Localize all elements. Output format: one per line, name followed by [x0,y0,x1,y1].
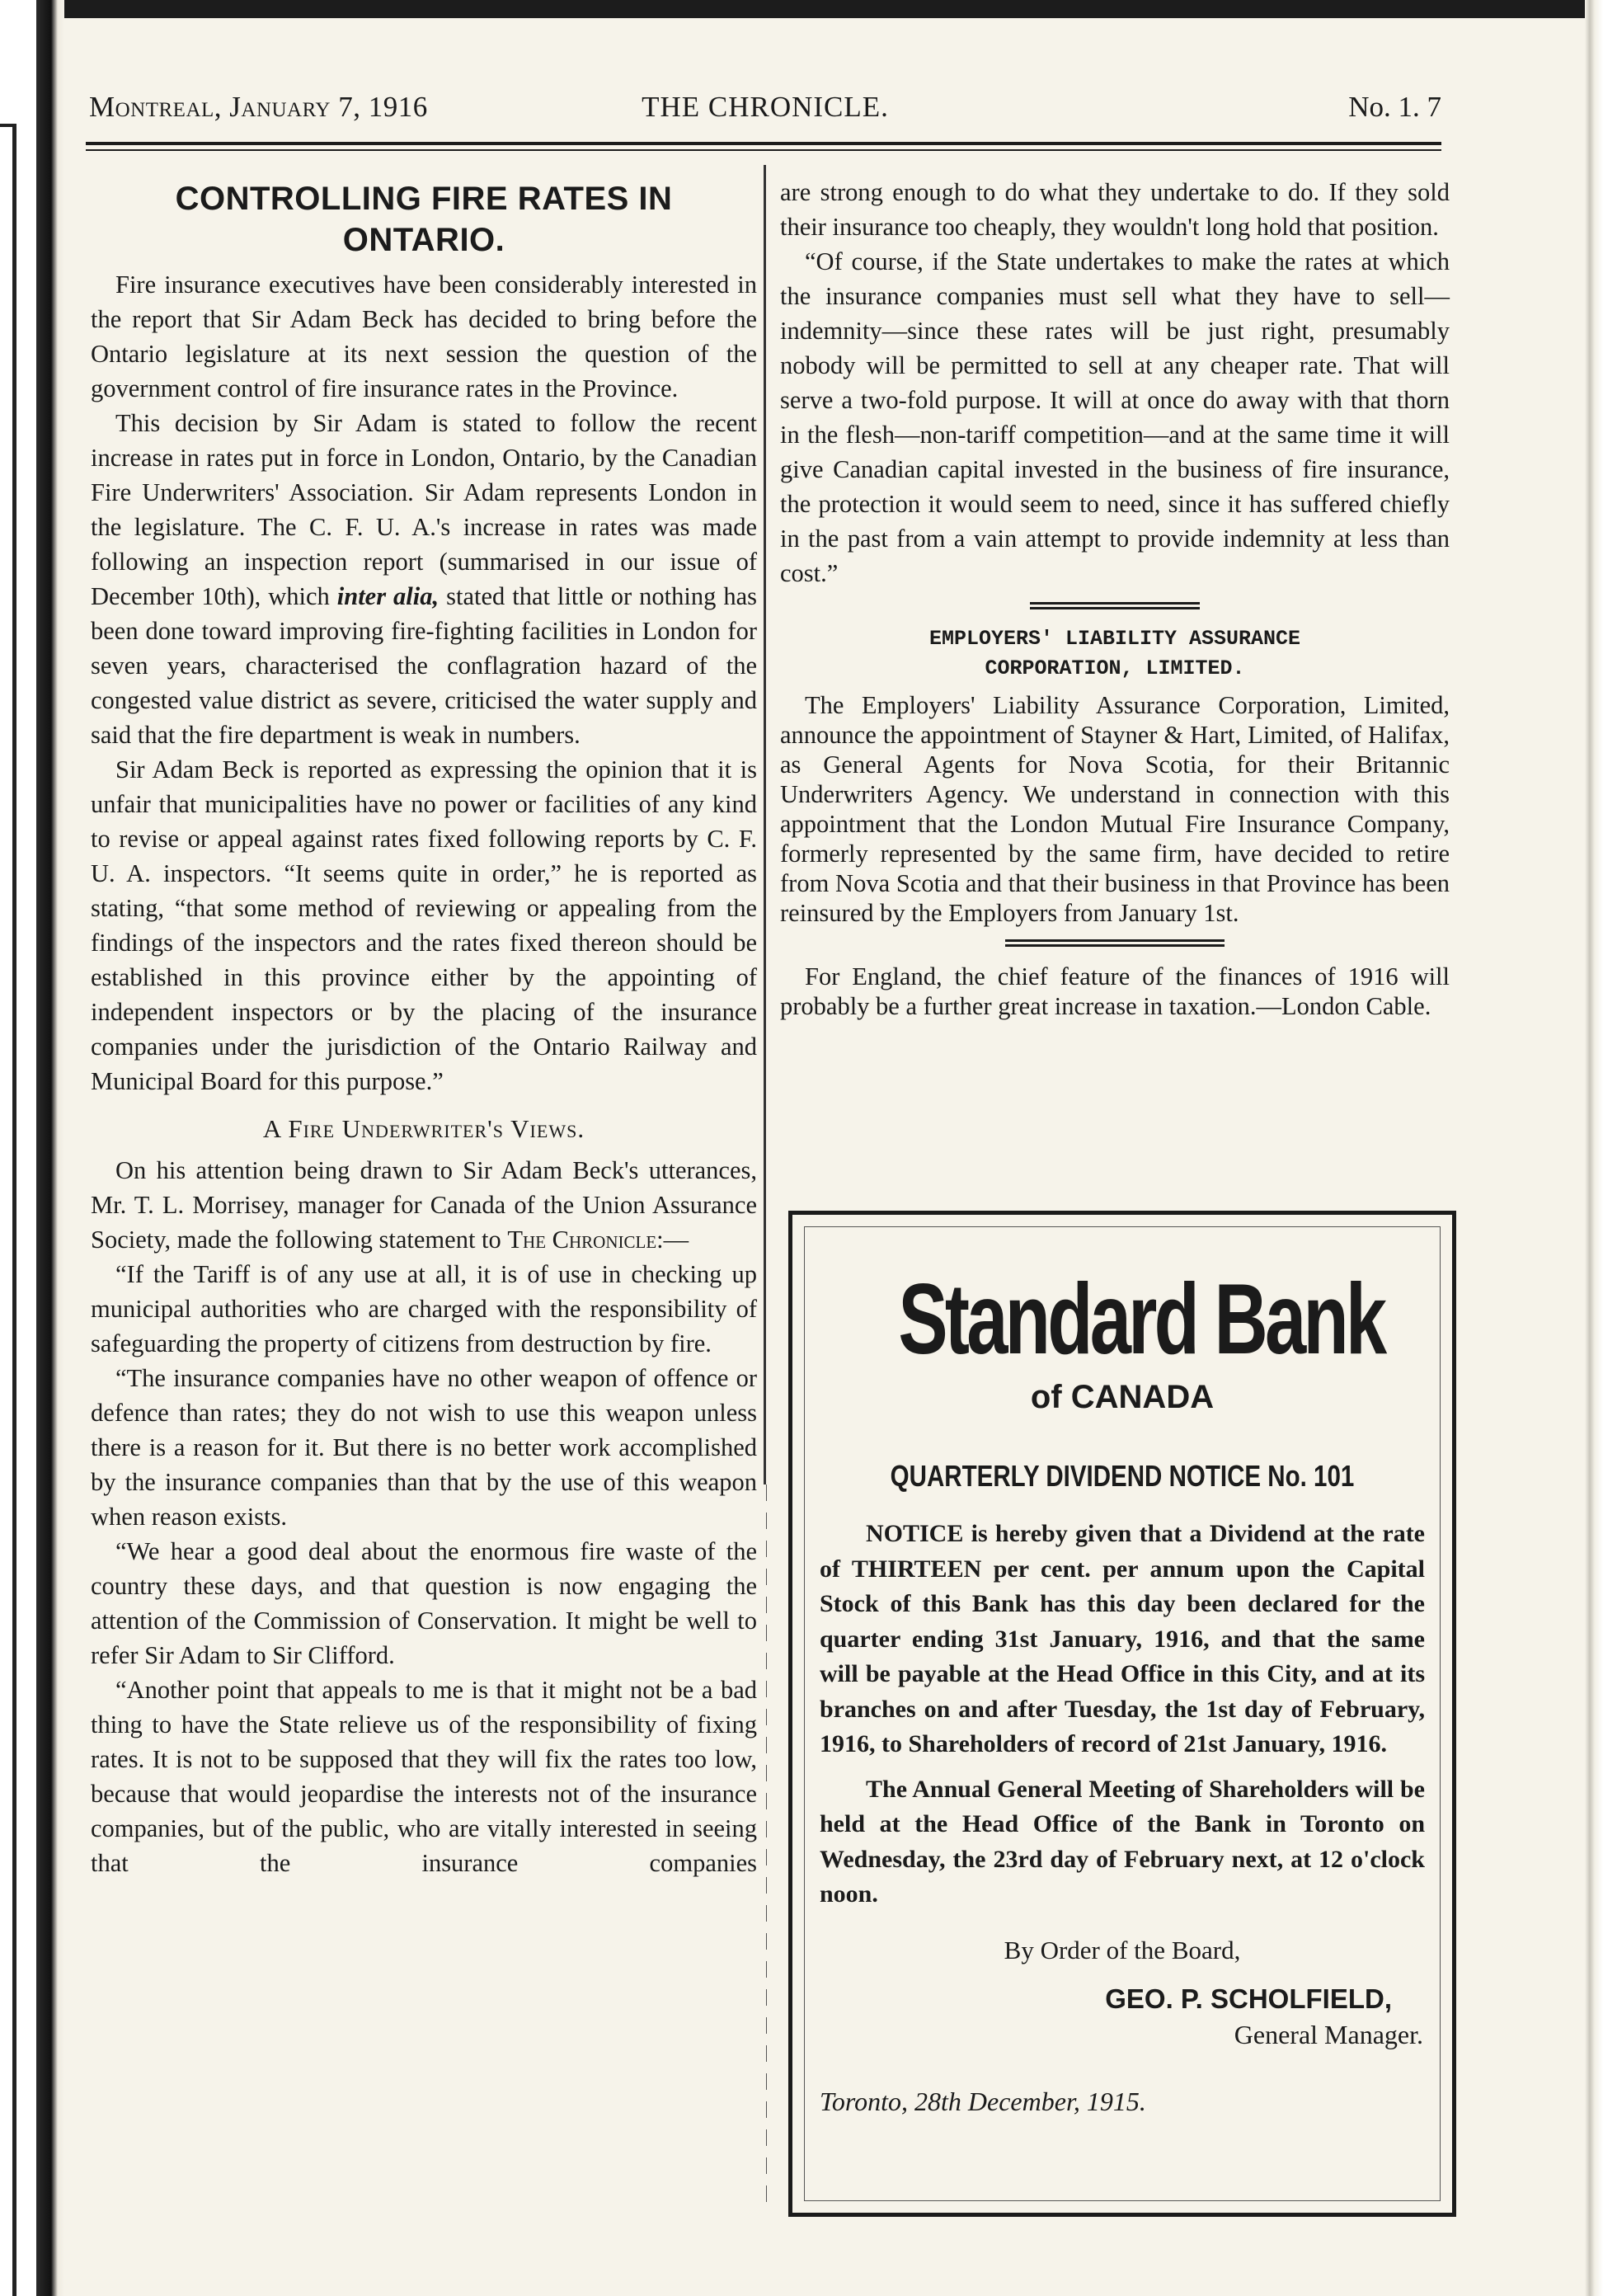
bank-name-subtitle: of CANADA [1030,1379,1215,1415]
article-2-headline-line-1: EMPLOYERS' LIABILITY ASSURANCE [928,627,1301,651]
article-paragraph-3: Sir Adam Beck is reported as expressing the opinion that it is unfair that municipalities have no power or facilities of any kind to revise or appeal against rates fixed following reports by C. F. U. A. inspectors. “It seems quite in order,” he is reported as stating, “that some method of reviewing or appealing from the findings of the inspectors and the rates fixed thereon should be established in this province either by the appointing of independent inspectors or by the placing of the insurance companies under the jurisdiction of the Ontario Railway and Municipal Board for this purpose.” [91,755,757,1095]
notice-date-line: Toronto, 28th December, 1915. [820,2086,1146,2116]
article-paragraph-1: Fire insurance executives have been considerably interested in the report that Sir Adam Beck has decided to bring before the Ontario legislature at its next session the question of the government control of fire insurance rates in the Province. [91,271,757,402]
bank-name: Standard Bank [898,1263,1384,1375]
standard-bank-advertisement [788,1211,1456,2217]
signer-name: GEO. P. SCHOLFIELD, [1105,1983,1392,2014]
quote-paragraph-5: “Of course, if the State undertakes to make the rates at which the insurance companies must sell what they have to sell—indemnity—since these rates will be just right, presumably nobody will be permitted to sell at any cheaper rate. That will serve a two-fold purpose. It will at once do away with that thorn in the flesh—non-tariff competition—and at the same time it will give Canadian capital invested in the business of fire insurance, the protection it would seem to need, since it has suffered chiefly in the past from a vain attempt to provide indemnity at less than cost.” [780,247,1450,587]
header-issue-page: No. 1. 7 [1348,91,1441,123]
advertisement-inner-frame [804,1226,1441,2201]
publication-reference: The Chronicle [507,1226,657,1254]
article-2-body: The Employers' Liability Assurance Corporation, Limited, announce the appointment of Stayner & Hart, Limited, of Halifax, as General Agents for Nova Scotia, for their Britannic Underwriters Agency. We understand in connection with this appointment that the London Mutual Fire Insurance Company, formerly represented by the same firm, have decided to retire from Nova Scotia and that their business in that Province has been reinsured by the Employers from January 1st. [780,691,1450,927]
article-3-body: For England, the chief feature of the finances of 1916 will probably be a further great increase in taxation.—London Cable. [780,962,1450,1020]
section-double-rule [1005,939,1225,947]
emphasis-inter-alia: inter alia, [336,582,440,610]
article-paragraph-4: On his attention being drawn to Sir Adam Beck's utterances, Mr. T. L. Morrisey, manager for Canada of the Union Assurance Society, made the following statement to The Chronicle:— [91,1156,757,1254]
quote-paragraph-4-continued [780,175,1450,244]
order-line: By Order of the Board, [1004,1935,1241,1964]
scan-border-top [0,0,1603,18]
column-divider-dashed [766,1484,767,2210]
left-column [91,175,757,1880]
notice-paragraph-1: NOTICE is hereby given that a Dividend at the rate of THIRTEEN per cent. per annum upon the Capital Stock of this Bank has this day been declared for the quarter ending 31st January, 1916, and that the same will be payable at the Head Office in this City, and at its branches on and after Tuesday, the 1st day of February, 1916, to Shareholders of record of 21st January, 1916. [820,1520,1425,1757]
quote-paragraph-4: “Another point that appeals to me is that it might not be a bad thing to have the State relieve us of the responsibility of fixing rates. It is not to be supposed that they will fix the rates too low, because that would jeopardise the interests not of the insurance companies, but of the public, who are vitally interested in seeing that the insurance companies [91,1676,757,1877]
article-subheading: A Fire Underwriter's Views. [262,1114,585,1143]
article-2-headline [780,624,1450,684]
quote-paragraph-1: “If the Tariff is of any use at all, it is of use in checking up municipal authorities who are charged with the responsibility of safeguarding the property of citizens from destruction by fire. [91,1260,757,1357]
article-headline: CONTROLLING FIRE RATES IN ONTARIO. [175,181,673,258]
quote-paragraph-2: “The insurance companies have no other weapon of offence or defence than rates; they do not wish to use this weapon unless there is a reason for it. But there is no better work accomplished by the insurance companies than that by the use of this weapon when reason exists. [91,1364,757,1531]
header-publication-title: THE CHRONICLE. [642,91,889,123]
header-double-rule [86,142,1441,151]
notice-body [820,1517,1425,1913]
right-column [780,175,1450,1021]
signer-title: General Manager. [1234,2019,1423,2049]
quote-paragraph-3: “We hear a good deal about the enormous fire waste of the country these days, and that question is now engaging the attention of the Commission of Conservation. It might be well to refer Sir Adam to Sir Clifford. [91,1537,757,1669]
article-2-headline-line-2: CORPORATION, LIMITED. [985,656,1245,680]
section-double-rule [1030,602,1200,609]
column-divider [764,165,766,1484]
running-header [89,86,1441,135]
scan-border-right [1585,0,1603,2296]
header-dateline: Montreal, January 7, 1916 [89,91,428,123]
article-paragraph-2: This decision by Sir Adam is stated to follow the recent increase in rates put in force in London, Ontario, by the Canadian Fire Underwriters' Association. Sir Adam represents London in the legislature. The C. F. U. A.'s increase in rates was made following an inspection report (summarised in our issue of December 10th), which inter alia, stated that little or nothing has been done toward improving fire-fighting facilities in London for seven years, characterised the conflagration hazard of the congested value district as severe, criticised the water supply and said that the fire department is weak in numbers. [91,409,758,749]
scan-adjacent-page-edge [0,124,16,2296]
quote-continuation: are strong enough to do what they undertake to do. If they sold their insurance too cheaply, they wouldn't long hold that position. [780,178,1450,241]
dividend-notice-title: QUARTERLY DIVIDEND NOTICE No. 101 [890,1459,1355,1493]
notice-paragraph-2: The Annual General Meeting of Shareholders will be held at the Head Office of the Bank in Toronto on Wednesday, the 23rd day of February next, at 12 o'clock noon. [820,1775,1425,1908]
